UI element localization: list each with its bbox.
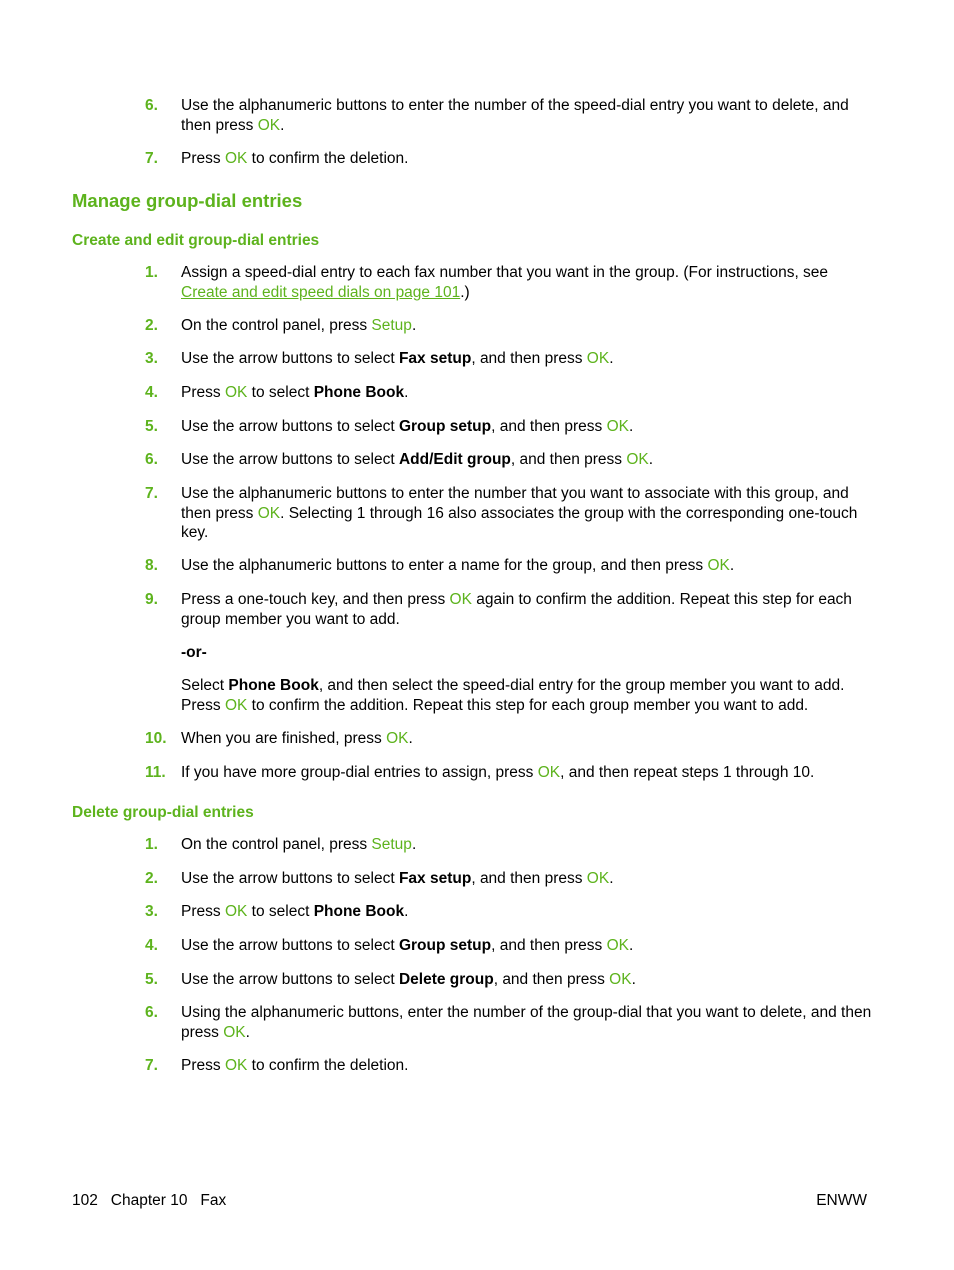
previous-steps-list (72, 96, 872, 135)
or-separator: -or- (181, 644, 207, 661)
list-item: 6. Use the alphanumeric buttons to enter the number of the speed-dial entry you want to delete, and then press OK. (145, 97, 849, 134)
steps-list (72, 450, 872, 470)
list-item: 3. Use the arrow buttons to select Fax setup, and then press OK. (145, 350, 614, 367)
ok-key: OK (707, 557, 730, 574)
step-number: 11. (145, 764, 166, 781)
step-number: 5. (145, 971, 158, 988)
list-item: 7. Press OK to confirm the deletion. (145, 1057, 409, 1074)
ok-key: OK (626, 451, 649, 468)
step-number: 4. (145, 384, 158, 401)
steps-list (72, 729, 872, 749)
delete-heading: Delete group-dial entries (72, 804, 254, 821)
step-number: 3. (145, 903, 158, 920)
list-item: 7. Press OK to confirm the deletion. (145, 150, 409, 167)
steps-list (72, 763, 872, 783)
list-item: 5. Use the arrow buttons to select Group setup, and then press OK. (145, 418, 634, 435)
ok-key: OK (586, 870, 610, 887)
step-number: 6. (145, 451, 158, 468)
list-item: 1. Assign a speed-dial entry to each fax number that you want in the group. (For instructions, see Create and edit speed dials on page 101.) (145, 264, 829, 301)
steps-list (72, 869, 872, 889)
step-number: 7. (145, 1057, 158, 1074)
list-item: 2. On the control panel, press Setup. (145, 317, 417, 334)
page-footer (72, 1192, 867, 1210)
setup-key: Setup (371, 317, 412, 334)
menu-item-name: Phone Book (313, 903, 405, 920)
step-number: 1. (145, 264, 158, 281)
list-item: 4. Use the arrow buttons to select Group setup, and then press OK. (145, 937, 634, 954)
menu-item-name: Group setup (398, 418, 492, 435)
ok-key: OK (537, 764, 561, 781)
ok-key: OK (449, 591, 472, 608)
menu-item-name: Delete group (398, 971, 494, 988)
ok-key: OK (224, 150, 248, 167)
step-number: 6. (145, 1004, 158, 1021)
list-item: 2. Use the arrow buttons to select Fax setup, and then press OK. (145, 870, 614, 887)
steps-list (72, 383, 872, 403)
menu-item-name: Fax setup (398, 350, 472, 367)
menu-item-name: Add/Edit group (398, 451, 511, 468)
ok-key: OK (586, 350, 610, 367)
ok-key: OK (223, 1023, 246, 1041)
steps-list (72, 263, 872, 302)
ok-key: OK (224, 903, 248, 920)
steps-list (72, 349, 872, 369)
steps-list (72, 902, 872, 922)
ok-key: OK (257, 504, 281, 522)
ok-key: OK (224, 1057, 248, 1074)
section-title: Manage group-dial entries (72, 190, 303, 211)
menu-item-name: Phone Book (228, 677, 319, 694)
step-number: 4. (145, 937, 158, 954)
ok-key: OK (609, 971, 632, 988)
step-number: 7. (145, 150, 158, 167)
list-item: 8. Use the alphanumeric buttons to enter a name for the group, and then press OK. (145, 557, 735, 574)
ok-key: OK (224, 696, 248, 714)
step-number: 2. (145, 870, 158, 887)
steps-list (72, 316, 872, 336)
list-item: 5. Use the arrow buttons to select Delete group, and then press OK. (145, 971, 636, 988)
menu-item-name: Group setup (398, 937, 492, 954)
previous-steps-list (72, 149, 872, 169)
ok-key: OK (606, 418, 629, 435)
step-number: 10. (145, 730, 167, 747)
list-item: 7. Use the alphanumeric buttons to enter the number that you want to associate with this group, and then press OK. Selecting 1 through 16 also associates the group with the corresponding one-touch key. (145, 485, 858, 542)
steps-list (72, 417, 872, 437)
steps-list (72, 484, 872, 543)
list-item: 11. If you have more group-dial entries to assign, press OK, and then repeat steps 1 through 10. (145, 764, 815, 781)
steps-list (72, 1056, 872, 1076)
list-item: 3. Press OK to select Phone Book. (145, 903, 409, 920)
list-item: 1. On the control panel, press Setup. (145, 836, 417, 853)
steps-list (72, 1003, 872, 1042)
step-number: 1. (145, 836, 158, 853)
list-item: 6. Using the alphanumeric buttons, enter the number of the group-dial that you want to delete, and then press OK. (145, 1004, 872, 1041)
ok-key: OK (224, 384, 248, 401)
step-number: 3. (145, 350, 158, 367)
step-number: 6. (145, 97, 158, 114)
steps-list (72, 936, 872, 956)
step-number: 8. (145, 557, 158, 574)
cross-reference-link[interactable]: Create and edit speed dials on page 101 (181, 283, 461, 301)
alternative-step: Select Phone Book, and then select the speed-dial entry for the group member you want to add. Press OK to confirm the addition. Repeat this step for each group member you want to add. (181, 677, 845, 714)
steps-list (72, 590, 872, 629)
ok-key: OK (257, 116, 281, 134)
ok-key: OK (606, 937, 629, 954)
steps-list (72, 556, 872, 576)
create-heading: Create and edit group-dial entries (72, 232, 320, 249)
step-number: 2. (145, 317, 158, 334)
step-number: 9. (145, 591, 158, 608)
footer-doc-code: ENWW (816, 1192, 867, 1209)
steps-list (72, 835, 872, 855)
footer-page-chapter: 102 Chapter 10 Fax (72, 1192, 227, 1209)
setup-key: Setup (371, 836, 412, 853)
list-item: 10. When you are finished, press OK. (145, 730, 413, 747)
steps-list (72, 970, 872, 990)
step-number: 7. (145, 485, 158, 502)
menu-item-name: Fax setup (398, 870, 472, 887)
ok-key: OK (386, 730, 409, 747)
step-number: 5. (145, 418, 158, 435)
menu-item-name: Phone Book (313, 384, 405, 401)
list-item: 9. Press a one-touch key, and then press OK again to confirm the addition. Repeat this step for each group member you want to add. (145, 591, 852, 628)
list-item: 6. Use the arrow buttons to select Add/Edit group, and then press OK. (145, 451, 654, 468)
list-item: 4. Press OK to select Phone Book. (145, 384, 409, 401)
